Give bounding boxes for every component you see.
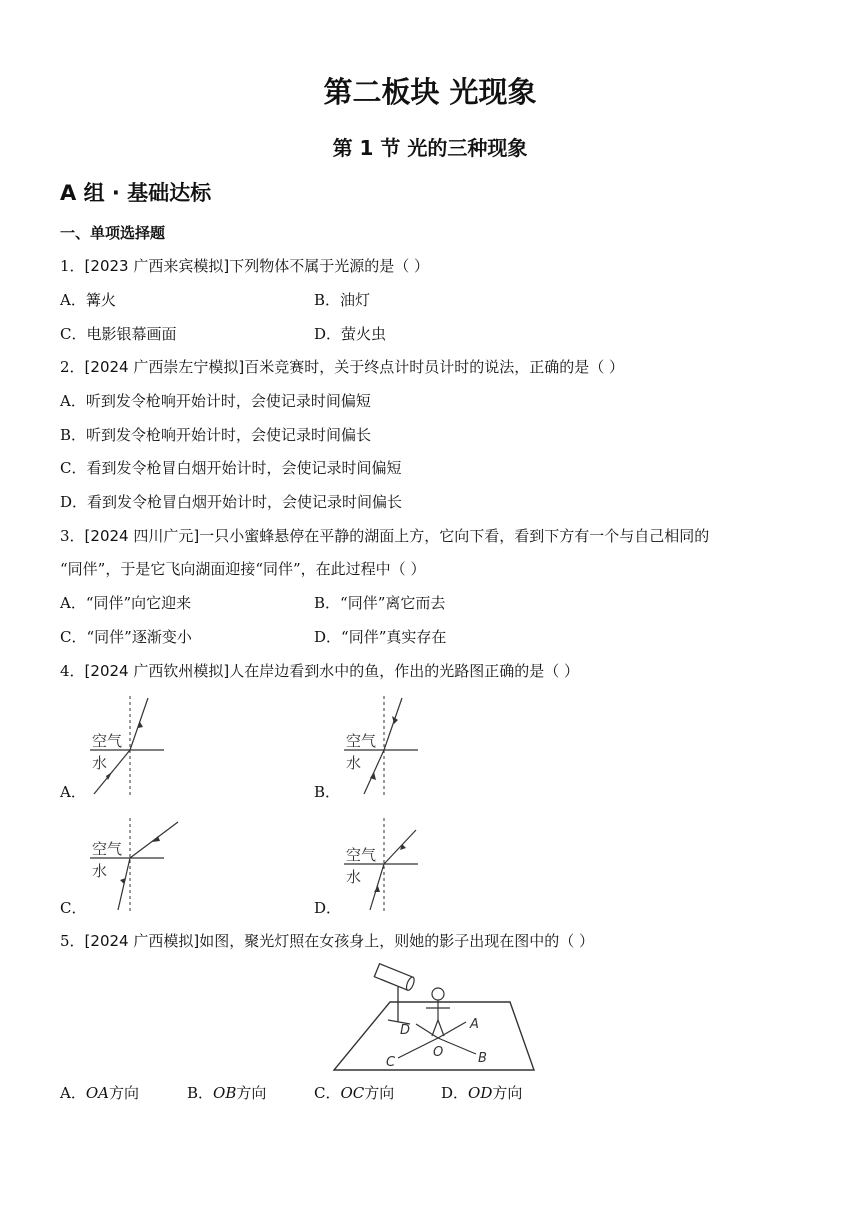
question-3-stem xyxy=(60,526,709,546)
question-source: [2024 四川广元] xyxy=(84,527,200,545)
q5-option-b: B．OB方向 xyxy=(187,1084,267,1102)
air-label: 空气 xyxy=(92,732,123,750)
q4-option-a: A． xyxy=(60,783,86,801)
q5-option-d: D．OD方向 xyxy=(441,1084,523,1102)
question-number: 5． xyxy=(60,932,85,950)
q4-diagram-a xyxy=(86,694,186,800)
point-d-label: D xyxy=(400,1023,411,1038)
q3-option-c: C．“同伴”逐渐变小 xyxy=(60,628,192,646)
question-text: 下列物体不属于光源的是（ ） xyxy=(229,257,429,275)
q2-option-c: C．看到发令枪冒白烟开始计时，会使记录时间偏短 xyxy=(60,459,402,477)
question-type-heading: 一、单项选择题 xyxy=(60,224,166,242)
question-number: 3． xyxy=(60,527,85,545)
question-number: 4． xyxy=(60,662,85,680)
q5-option-c: C．OC方向 xyxy=(314,1084,395,1102)
page-title: 第二板块 光现象 xyxy=(323,75,537,109)
water-label: 水 xyxy=(92,754,108,772)
question-2-stem xyxy=(60,357,624,377)
q1-option-d: D．萤火虫 xyxy=(314,325,387,343)
question-source: [2023 广西来宾模拟] xyxy=(84,257,230,275)
question-source: [2024 广西崇左宁模拟] xyxy=(84,358,245,376)
air-label: 空气 xyxy=(346,732,377,750)
question-text: 百米竞赛时，关于终点计时员计时的说法，正确的是（ ） xyxy=(244,358,624,376)
q4-diagram-d xyxy=(340,816,440,916)
point-b-label: B xyxy=(478,1051,487,1066)
air-label: 空气 xyxy=(346,846,377,864)
q3-option-a: A．“同伴”向它迎来 xyxy=(60,594,192,612)
q2-option-b: B．听到发令枪响开始计时，会使记录时间偏长 xyxy=(60,426,372,444)
q3-option-d: D．“同伴”真实存在 xyxy=(314,628,447,646)
q5-option-a: A．OA方向 xyxy=(60,1084,139,1102)
question-source: [2024 广西钦州模拟] xyxy=(84,662,230,680)
water-label: 水 xyxy=(346,868,362,886)
question-4-stem xyxy=(60,661,579,681)
question-text: 如图，聚光灯照在女孩身上，则她的影子出现在图中的（ ） xyxy=(199,932,594,950)
question-1-stem xyxy=(60,256,429,276)
q5-spotlight-diagram xyxy=(328,958,540,1076)
question-source: [2024 广西模拟] xyxy=(84,932,200,950)
q4-diagram-c xyxy=(86,816,186,916)
section-subtitle: 第 1 节 光的三种现象 xyxy=(332,136,528,160)
q1-option-c: C．电影银幕画面 xyxy=(60,325,177,343)
air-label: 空气 xyxy=(92,840,123,858)
question-text: 人在岸边看到水中的鱼，作出的光路图正确的是（ ） xyxy=(229,662,579,680)
question-5-stem xyxy=(60,931,594,951)
q2-option-d: D．看到发令枪冒白烟开始计时，会使记录时间偏长 xyxy=(60,493,403,511)
point-c-label: C xyxy=(386,1055,396,1070)
q2-option-a: A．听到发令枪响开始计时，会使记录时间偏短 xyxy=(60,392,371,410)
q4-option-d: D． xyxy=(314,899,342,917)
question-text: 一只小蜜蜂悬停在平静的湖面上方，它向下看，看到下方有一个与自己相同的 xyxy=(199,527,710,545)
q3-option-b: B．“同伴”离它而去 xyxy=(314,594,446,612)
question-3-stem-cont: “同伴”，于是它飞向湖面迎接“同伴”，在此过程中（ ） xyxy=(60,560,426,578)
q4-diagram-b xyxy=(340,694,440,800)
q1-option-a: A．篝火 xyxy=(60,291,116,309)
point-o-label: O xyxy=(433,1045,444,1060)
q4-option-b: B． xyxy=(314,783,341,801)
q4-option-c: C． xyxy=(60,899,87,917)
question-number: 2． xyxy=(60,358,85,376)
question-number: 1． xyxy=(60,257,85,275)
group-heading: A 组 · 基础达标 xyxy=(60,181,212,205)
q1-option-b: B．油灯 xyxy=(314,291,371,309)
water-label: 水 xyxy=(346,754,362,772)
water-label: 水 xyxy=(92,862,108,880)
point-a-label: A xyxy=(470,1017,479,1032)
